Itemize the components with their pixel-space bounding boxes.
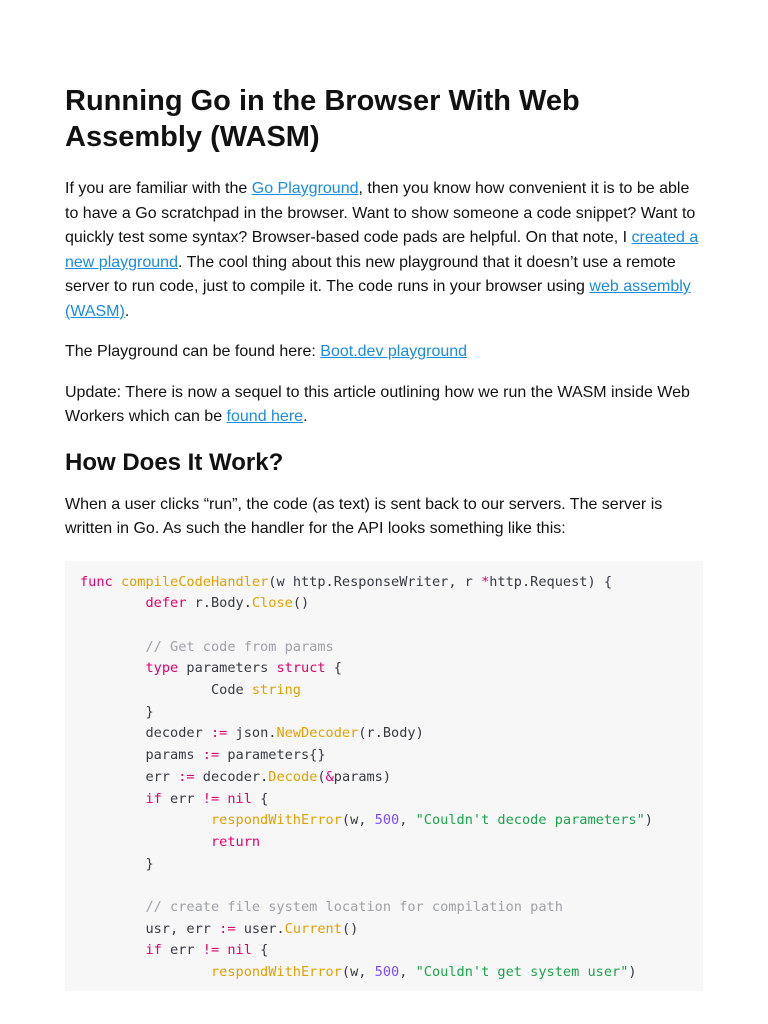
code-token: params) bbox=[333, 768, 392, 785]
code-token: () bbox=[341, 920, 359, 937]
code-token: struct bbox=[276, 660, 326, 677]
code-token: (w, bbox=[341, 812, 375, 829]
code-token: string bbox=[251, 682, 301, 699]
code-token: := bbox=[210, 725, 228, 742]
intro-paragraph bbox=[65, 177, 703, 324]
code-token: parameters{} bbox=[219, 747, 326, 764]
code-token: } bbox=[145, 855, 154, 872]
code-token: Current bbox=[284, 920, 342, 937]
code-token: type bbox=[145, 660, 179, 677]
code-token: user. bbox=[235, 920, 285, 937]
article-title: Running Go in the Browser With Web Assembly (WASM) bbox=[65, 85, 580, 153]
code-token: return bbox=[210, 833, 261, 850]
code-comment: // create file system location for compilation path bbox=[145, 899, 563, 916]
code-token: decoder bbox=[145, 725, 211, 742]
code-token: compileCodeHandler bbox=[120, 573, 269, 590]
code-token: err bbox=[145, 768, 179, 785]
code-token: parameters bbox=[178, 660, 277, 677]
code-token: != bbox=[202, 790, 220, 807]
code-token: := bbox=[202, 747, 220, 764]
code-token: & bbox=[325, 768, 334, 785]
update-text-2: . bbox=[303, 408, 308, 425]
update-paragraph bbox=[65, 381, 703, 430]
code-token: { bbox=[325, 660, 342, 677]
code-token: decoder. bbox=[194, 768, 269, 785]
code-token: http.Request) { bbox=[489, 573, 613, 590]
code-token: ) bbox=[644, 812, 653, 829]
code-token: json. bbox=[227, 725, 277, 742]
playground-text: The Playground can be found here: bbox=[65, 343, 321, 360]
code-token: Code bbox=[210, 682, 252, 699]
code-token: ) bbox=[628, 964, 637, 981]
code-string: "Couldn't decode parameters" bbox=[415, 812, 645, 829]
code-token: 500 bbox=[374, 964, 400, 981]
wasm-link[interactable]: web assembly (WASM) bbox=[65, 278, 691, 320]
go-playground-link[interactable]: Go Playground bbox=[251, 180, 359, 197]
code-token: nil bbox=[227, 790, 252, 807]
code-token: { bbox=[251, 790, 269, 807]
code-token: NewDecoder bbox=[276, 725, 359, 742]
found-here-link[interactable]: found here bbox=[226, 408, 304, 425]
section-heading: How Does It Work? bbox=[65, 448, 284, 476]
code-string: "Couldn't get system user" bbox=[415, 964, 629, 981]
code-token: := bbox=[178, 768, 195, 785]
code-token: } bbox=[145, 703, 154, 720]
code-token: err bbox=[161, 790, 203, 807]
code-token: (w http.ResponseWriter, r bbox=[268, 573, 482, 590]
bootdev-playground-link[interactable]: Boot.dev playground bbox=[320, 343, 468, 360]
code-token: , bbox=[399, 964, 416, 981]
code-token: params bbox=[145, 747, 203, 764]
code-token: { bbox=[251, 942, 269, 959]
code-token: Close bbox=[251, 595, 293, 612]
code-token: func bbox=[80, 573, 113, 590]
code-content bbox=[80, 572, 688, 984]
code-token: if bbox=[145, 790, 162, 807]
code-token: usr, err bbox=[145, 920, 220, 937]
new-playground-link[interactable]: created a new playground bbox=[65, 229, 699, 271]
code-token: , bbox=[399, 812, 416, 829]
playground-paragraph bbox=[65, 340, 703, 365]
code-token: defer bbox=[145, 595, 187, 612]
intro-text-1: If you are familiar with the bbox=[65, 180, 252, 197]
intro-text-2: , then you know how convenient it is to be able to have a Go scratchpad in the browser. Want to show someone a code snippet? Want to quickly test some syntax? Browser-based code pads are helpful. On that note, I bbox=[65, 180, 696, 246]
code-token: := bbox=[219, 920, 236, 937]
code-token: * bbox=[481, 573, 490, 590]
intro-text-4: . bbox=[124, 302, 130, 320]
code-token: r.Body. bbox=[186, 595, 252, 612]
code-token: 500 bbox=[374, 812, 400, 829]
section-paragraph: When a user clicks “run”, the code (as text) is sent back to our servers. The server is written in Go. As such the handler for the API looks something like this: bbox=[65, 495, 663, 537]
code-token: respondWithError bbox=[210, 812, 342, 829]
update-text-1: Update: There is now a sequel to this article outlining how we run the WASM inside Web Workers which can be bbox=[65, 383, 690, 425]
code-token: (r.Body) bbox=[358, 725, 424, 742]
code-token: respondWithError bbox=[210, 964, 342, 981]
intro-text-3: . The cool thing about this new playground that it doesn’t use a remote server to run code, just to compile it. The code runs in your browser using bbox=[65, 253, 676, 295]
code-token: if bbox=[145, 942, 162, 959]
code-token: (w, bbox=[341, 964, 375, 981]
code-token: ( bbox=[317, 768, 326, 785]
code-token: nil bbox=[227, 942, 252, 959]
code-token: err bbox=[161, 942, 203, 959]
code-block bbox=[65, 561, 703, 991]
code-token: != bbox=[202, 942, 220, 959]
code-token: Decode bbox=[268, 768, 318, 785]
code-token: () bbox=[292, 595, 310, 612]
code-comment: // Get code from params bbox=[145, 638, 334, 655]
